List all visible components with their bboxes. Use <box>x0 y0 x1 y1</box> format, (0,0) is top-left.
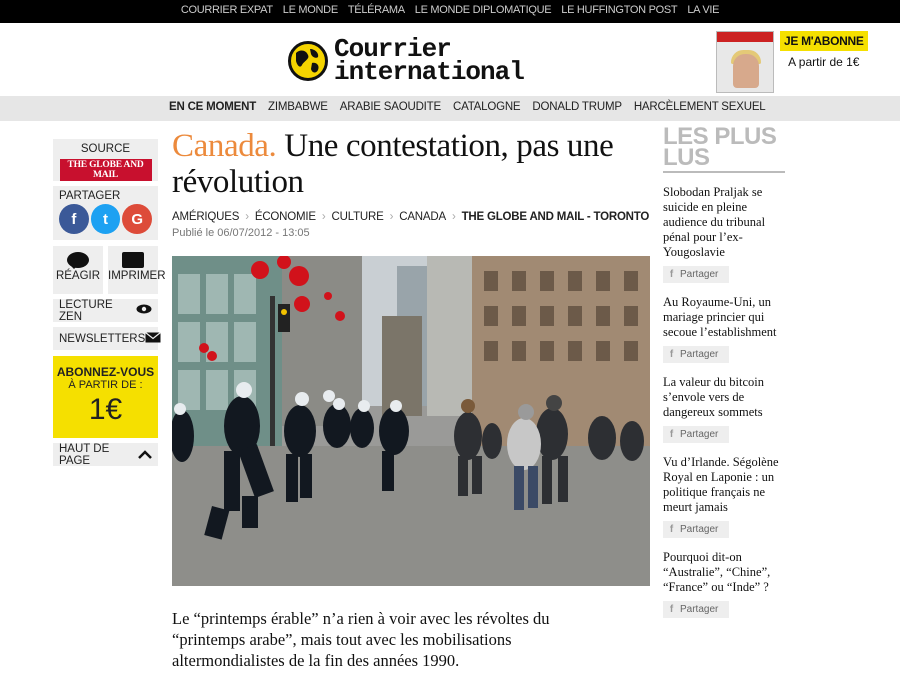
facebook-icon: f <box>669 269 674 280</box>
subscribe-box-price: 1€ <box>88 393 123 426</box>
subscribe-box[interactable] <box>53 356 158 438</box>
facebook-icon: f <box>669 349 674 360</box>
subscribe-box-subtitle: À PARTIR DE : <box>68 379 143 391</box>
partner-link-huffington-post[interactable]: LE HUFFINGTON POST <box>561 4 678 16</box>
most-read-link[interactable]: Pourquoi dit-on “Australie”, “Chine”, “France” ou “Inde” ? <box>663 550 771 594</box>
nav-item-arabie-saoudite[interactable]: ARABIE SAOUDITE <box>339 101 441 113</box>
source-label: SOURCE <box>80 143 131 155</box>
magazine-cover-thumbnail[interactable] <box>716 31 774 93</box>
partner-link-monde-diplomatique[interactable]: LE MONDE DIPLOMATIQUE <box>414 4 552 16</box>
newsletters-button[interactable] <box>53 327 158 350</box>
reading-zen-label: LECTURE ZEN <box>59 298 113 323</box>
facebook-icon: f <box>669 604 674 615</box>
site-header <box>0 23 900 96</box>
nav-item-en-ce-moment[interactable]: EN CE MOMENT <box>169 101 257 113</box>
source-box <box>53 139 158 181</box>
source-logo[interactable]: THE GLOBE AND MAIL <box>60 159 152 181</box>
subscribe-button[interactable]: JE M'ABONNE <box>780 31 868 51</box>
share-box <box>53 186 158 240</box>
facebook-share-icon[interactable]: f <box>59 204 89 234</box>
list-item <box>663 550 785 618</box>
share-button[interactable]: f Partager <box>663 521 729 538</box>
breadcrumb-economie[interactable]: ÉCONOMIE <box>254 211 316 223</box>
topics-nav <box>0 96 900 121</box>
list-item <box>663 295 785 363</box>
breadcrumb <box>172 211 652 223</box>
back-to-top-label: HAUT DE PAGE <box>59 442 110 467</box>
share-button[interactable]: f Partager <box>663 266 729 283</box>
subscribe-box-title: ABONNEZ-VOUS <box>56 365 155 379</box>
chevron-right-icon: › <box>245 211 249 223</box>
chevron-up-icon <box>138 448 152 462</box>
nav-item-donald-trump[interactable]: DONALD TRUMP <box>532 101 622 113</box>
breadcrumb-ameriques[interactable]: AMÉRIQUES <box>172 211 240 223</box>
publish-date: Publié le 06/07/2012 - 13:05 <box>172 227 310 239</box>
nav-item-catalogne[interactable]: CATALOGNE <box>452 101 521 113</box>
nav-item-zimbabwe[interactable]: ZIMBABWE <box>268 101 328 113</box>
twitter-share-icon[interactable]: t <box>91 204 121 234</box>
share-button[interactable]: f Partager <box>663 426 729 443</box>
facebook-icon: f <box>669 524 674 535</box>
partner-link-la-vie[interactable]: LA VIE <box>687 4 720 16</box>
react-button[interactable] <box>53 246 103 294</box>
most-read-link[interactable]: Slobodan Praljak se suicide en pleine audience du tribunal pénal pour l’ex-Yougoslavie <box>663 185 766 259</box>
print-label: IMPRIMER <box>108 270 166 282</box>
partner-link-courrier-expat[interactable]: COURRIER EXPAT <box>180 4 273 16</box>
print-button[interactable] <box>108 246 166 294</box>
article-photo <box>172 256 650 586</box>
back-to-top-button[interactable] <box>53 443 158 466</box>
chevron-right-icon: › <box>389 211 394 223</box>
envelope-icon <box>145 332 161 346</box>
share-label: PARTAGER <box>59 190 121 202</box>
site-logo[interactable] <box>288 34 524 88</box>
globe-icon <box>288 41 328 81</box>
most-read-link[interactable]: Vu d’Irlande. Ségolène Royal en Laponie : un politique français ne meurt jamais <box>663 455 779 514</box>
breadcrumb-canada[interactable]: CANADA <box>399 211 446 223</box>
chevron-right-icon: › <box>451 211 456 223</box>
list-item <box>663 375 785 443</box>
facebook-icon: f <box>669 429 674 440</box>
list-item <box>663 455 785 538</box>
printer-icon <box>122 252 144 268</box>
google-share-icon[interactable]: G <box>122 204 152 234</box>
nav-item-harcelement-sexuel[interactable]: HARCÈLEMENT SEXUEL <box>633 101 766 113</box>
article-header <box>172 128 652 239</box>
logo-text-courrier: Courrier <box>334 34 451 64</box>
share-button[interactable]: f Partager <box>663 601 729 618</box>
article-title <box>172 128 652 200</box>
partner-link-le-monde[interactable]: LE MONDE <box>282 4 338 16</box>
article-lead: Le “printemps érable” n’a rien à voir avec les révoltes du “printemps arabe”, mais tout avec les mobilisations altermondialistes de la fin des années 1990. <box>172 609 550 670</box>
list-item <box>663 185 785 283</box>
breadcrumb-culture[interactable]: CULTURE <box>331 211 384 223</box>
share-button[interactable]: f Partager <box>663 346 729 363</box>
logo-text-international: international <box>334 57 524 88</box>
most-read-link[interactable]: La valeur du bitcoin s’envole vers de dangereux sommets <box>663 375 765 419</box>
partner-links-bar <box>0 0 900 23</box>
eye-icon <box>136 304 152 317</box>
article-title-text: Une contestation, pas une révolution <box>172 128 614 200</box>
article-country[interactable]: Canada. <box>172 128 277 164</box>
chevron-right-icon: › <box>321 211 326 223</box>
most-read-link[interactable]: Au Royaume-Uni, un mariage princier qui secoue l’establishment <box>663 295 777 339</box>
most-read-panel <box>663 123 785 618</box>
most-read-title: LES PLUS LUS <box>663 123 777 171</box>
subscribe-price: A partir de 1€ <box>788 55 860 69</box>
subscribe-promo[interactable] <box>716 31 868 93</box>
breadcrumb-source[interactable]: THE GLOBE AND MAIL - TORONTO <box>461 211 650 223</box>
reading-zen-button[interactable] <box>53 299 158 322</box>
react-label: RÉAGIR <box>55 270 101 282</box>
newsletters-label: NEWSLETTERS <box>59 332 146 345</box>
partner-link-telerama[interactable]: TÉLÉRAMA <box>347 4 405 16</box>
comment-bubble-icon <box>67 252 89 268</box>
